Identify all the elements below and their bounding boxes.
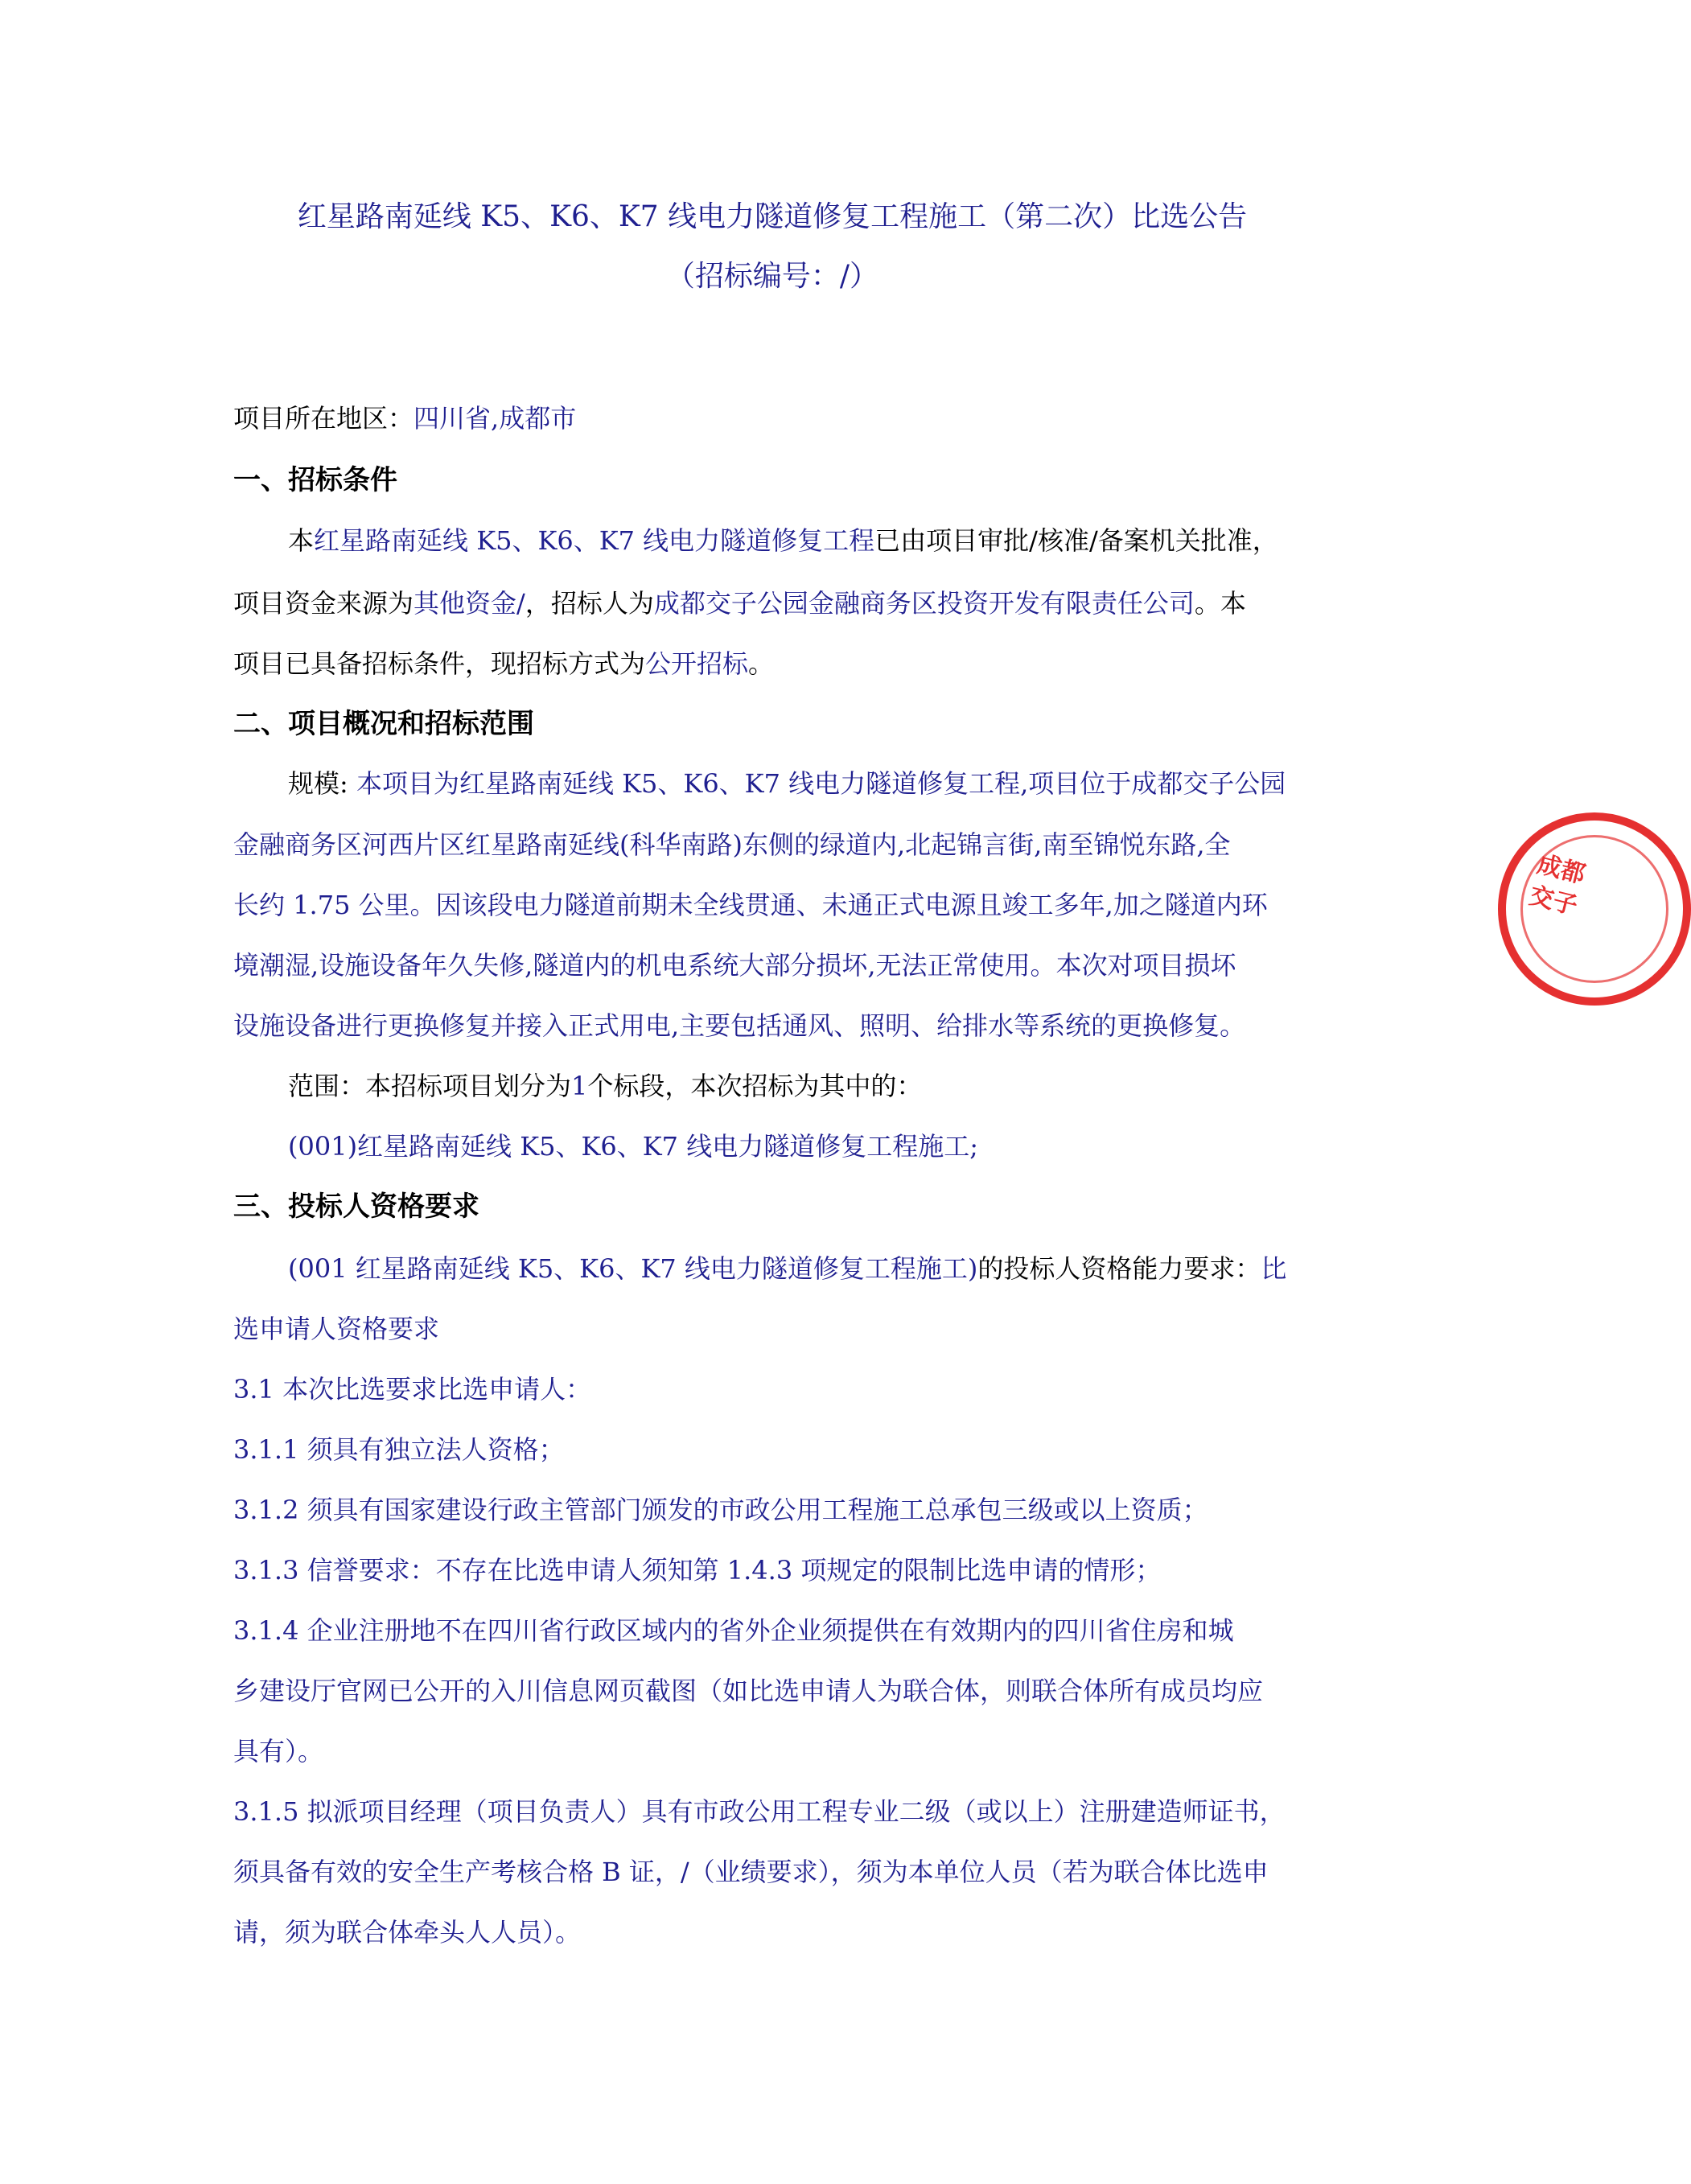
text-span: 个标段，本次招标为其中的： xyxy=(587,1071,923,1101)
location-value: 四川省,成都市 xyxy=(413,403,577,434)
text-span: 项目已具备招标条件，现招标方式为 xyxy=(233,648,646,679)
project-location xyxy=(233,401,1315,436)
text-span: 。 xyxy=(748,648,775,679)
tender-number: （招标编号：/） xyxy=(665,260,879,293)
text-span: 的投标人资格能力要求： xyxy=(977,1253,1261,1284)
qualification-item: 3.1.1 须具有独立法人资格； xyxy=(233,1434,565,1465)
section1-line-3 xyxy=(233,646,1315,681)
section1-heading: 一、招标条件 xyxy=(233,464,397,496)
fund-source: 其他资金/ xyxy=(413,588,525,619)
text-span: 比 xyxy=(1261,1253,1287,1284)
qualification-item: 3.1.4 企业注册地不在四川省行政区域内的省外企业须提供在有效期内的四川省住房和城 xyxy=(233,1615,1234,1646)
tenderer-name: 成都交子公园金融商务区投资开发有限责任公司 xyxy=(653,588,1195,619)
lot-reference: (001 红星路南延线 K5、K6、K7 线电力隧道修复工程施工) xyxy=(288,1253,978,1284)
location-label: 项目所在地区： xyxy=(233,403,414,434)
tender-method: 公开招标 xyxy=(645,648,749,679)
qualification-item: 须具备有效的安全生产考核合格 B 证，/（业绩要求），须为本单位人员（若为联合体比选申 xyxy=(233,1857,1269,1887)
project-name: 红星路南延线 K5、K6、K7 线电力隧道修复工程 xyxy=(314,525,875,556)
seal-text: 成都交子 xyxy=(1526,850,1588,921)
lot-count: 1 xyxy=(571,1071,588,1101)
text-span: 范围：本招标项目划分为 xyxy=(288,1071,572,1101)
scale-label: 规模: xyxy=(288,768,348,799)
qualification-item: 3.1.2 须具有国家建设行政主管部门颁发的市政公用工程施工总承包三级或以上资质； xyxy=(233,1495,1208,1525)
qualification-item: 具有）。 xyxy=(233,1736,324,1767)
section2-heading: 二、项目概况和招标范围 xyxy=(233,708,534,740)
scale-line-2: 金融商务区河西片区红星路南延线(科华南路)东侧的绿道内,北起锦言街,南至锦悦东路,全 xyxy=(233,829,1231,860)
page-title: 红星路南延线 K5、K6、K7 线电力隧道修复工程施工（第二次）比选公告 xyxy=(297,200,1248,233)
scale-line-5: 设施设备进行更换修复并接入正式用电,主要包括通风、照明、给排水等系统的更换修复。 xyxy=(233,1010,1246,1041)
scope-line xyxy=(288,1068,1370,1104)
text-span: 项目资金来源为 xyxy=(233,588,414,619)
section1-line-1 xyxy=(288,523,1370,558)
text-span: ，招标人为 xyxy=(525,588,654,619)
lot-item: (001)红星路南延线 K5、K6、K7 线电力隧道修复工程施工; xyxy=(288,1131,978,1162)
qualification-intro xyxy=(288,1251,1370,1286)
qualification-item: 3.1.5 拟派项目经理（项目负责人）具有市政公用工程专业二级（或以上）注册建造师证书， xyxy=(233,1796,1286,1827)
section1-line-2 xyxy=(233,586,1315,621)
scale-line-4: 境潮湿,设施设备年久失修,隧道内的机电系统大部分损坏,无法正常使用。本次对项目损坏 xyxy=(233,950,1236,981)
official-seal xyxy=(1498,812,1691,1006)
qualification-item: 乡建设厅官网已公开的入川信息网页截图（如比选申请人为联合体，则联合体所有成员均应 xyxy=(233,1676,1264,1706)
section3-heading: 三、投标人资格要求 xyxy=(233,1191,479,1223)
qualification-item: 3.1.3 信誉要求：不存在比选申请人须知第 1.4.3 项规定的限制比选申请的情形； xyxy=(233,1555,1162,1586)
scale-line-3: 长约 1.75 公里。因该段电力隧道前期未全线贯通、未通正式电源且竣工多年,加之隧道内环 xyxy=(233,890,1268,920)
qualification-item: 请，须为联合体牵头人人员）。 xyxy=(233,1917,582,1948)
text-span: 本 xyxy=(288,525,315,556)
scale-line-1 xyxy=(288,766,1370,801)
qualification-intro-2: 选申请人资格要求 xyxy=(233,1314,440,1344)
text-span: 已由项目审批/核准/备案机关批准， xyxy=(874,525,1278,556)
text-span: 本项目为红星路南延线 K5、K6、K7 线电力隧道修复工程,项目位于成都交子公园 xyxy=(356,768,1286,799)
text-span: 。本 xyxy=(1194,588,1246,619)
qualification-item: 3.1 本次比选要求比选申请人： xyxy=(233,1374,592,1405)
